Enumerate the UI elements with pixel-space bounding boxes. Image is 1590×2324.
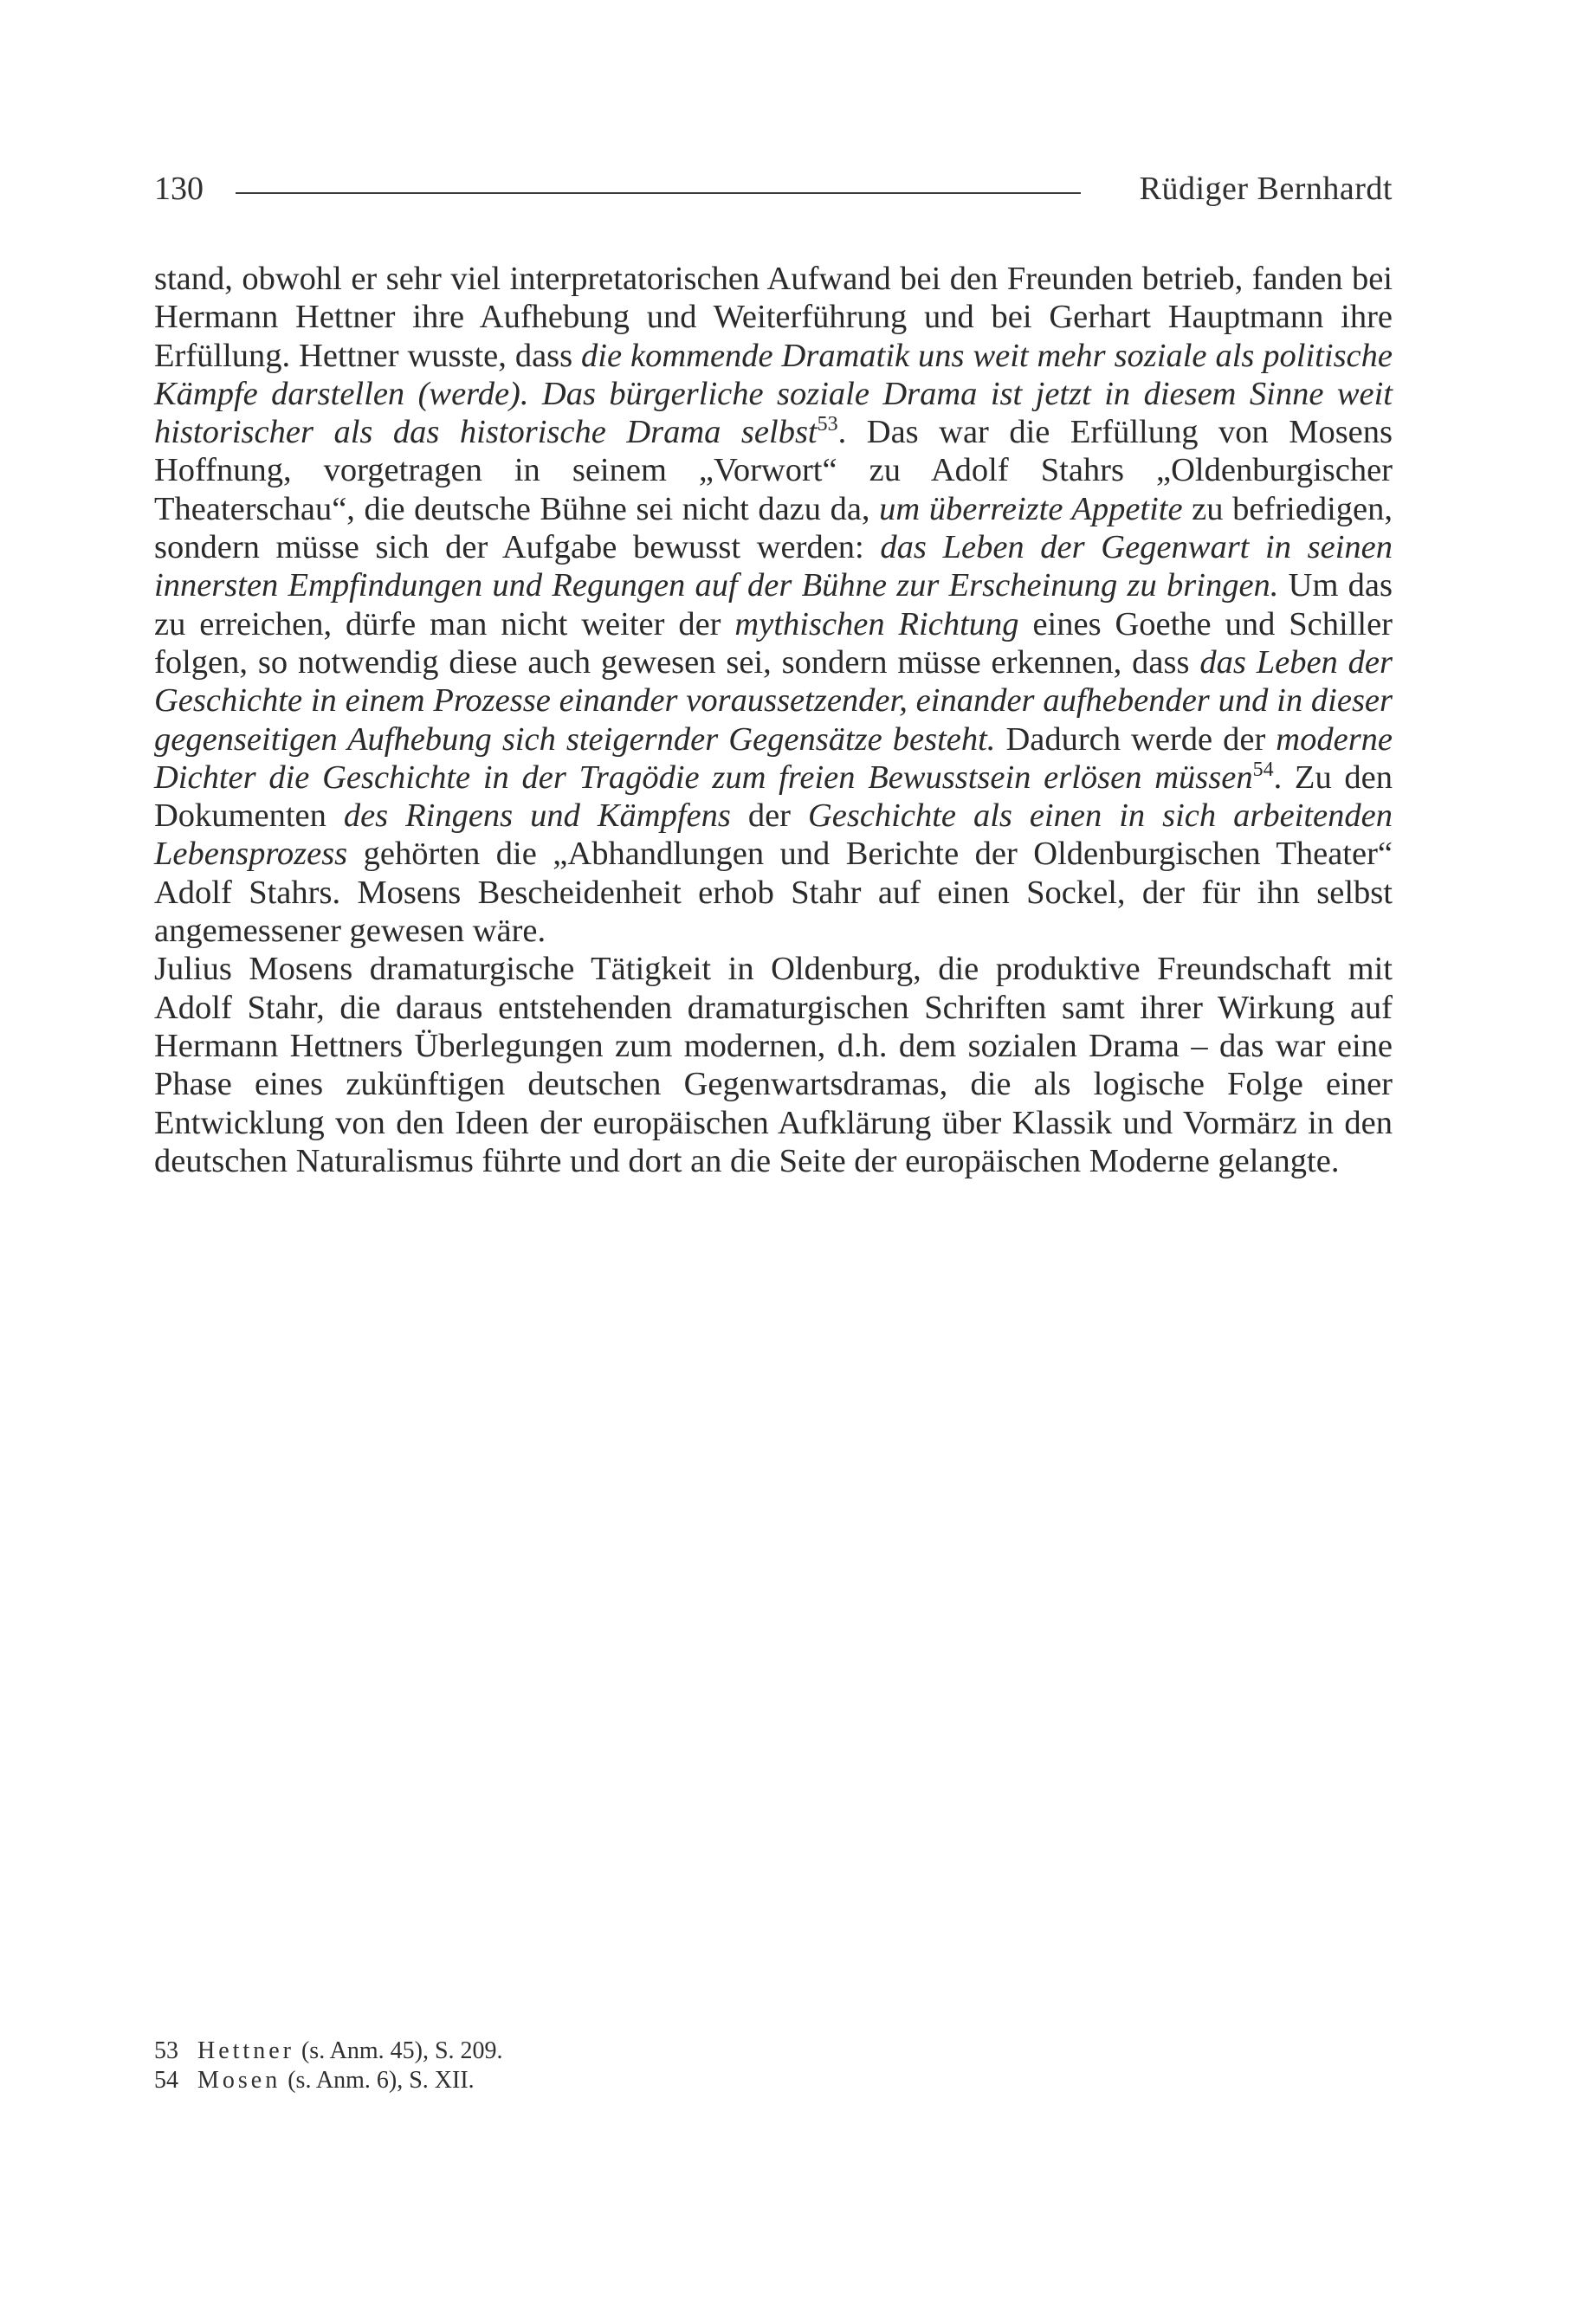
italic-quotation: die kommende Dramatik uns weit mehr soziale als politische Kämpfe darstellen (werde). Das bürgerliche soziale Drama ist jetzt in diesem Sinne weit historischer als das historische Drama selbst (154, 337, 1393, 451)
italic-quotation: des Ringens und Kämpfens (343, 797, 731, 835)
running-head (154, 161, 1393, 216)
italic-quotation: mythischen Richtung (734, 605, 1019, 642)
italic-quotation: moderne Dichter die Geschichte in der Tragödie zum freien Bewusstsein erlösen müssen (154, 720, 1393, 796)
text-run: stand, obwohl er sehr viel interpretatorischen Aufwand bei den Freunden betrieb, fanden bei Hermann Hettner ihre Aufhebung und Weiterführung und bei Gerhart Hauptmann ihre Erfüllung. Hettner wusste, dass (154, 261, 1393, 374)
footnote-number: 54 (154, 2067, 178, 2094)
footnote-number: 53 (154, 2037, 178, 2064)
text-run: zu befriedigen, sondern müsse sich der Aufgabe bewusst werden: (154, 490, 1393, 566)
text-run: gehörten die „Abhandlungen und Berichte der Oldenburgischen Theater“ Adolf Stahrs. Mosens Bescheidenheit erhob Stahr auf einen Sockel, der für ihn selbst angemessener gewesen wäre. (154, 836, 1393, 950)
text-run: eines Goethe und Schiller folgen, so notwendig diese auch gewesen sei, sondern müsse erkennen, dass (154, 605, 1393, 681)
text-run: Um das zu erreichen, dürfe man nicht weiter der (154, 567, 1393, 642)
footnote-author: Hettner (197, 2037, 294, 2064)
text-run: der (730, 797, 808, 835)
italic-quotation: Geschichte als einen in sich arbeitenden Lebensprozess (154, 797, 1393, 873)
italic-quotation: das Leben der Gegenwart in seinen innersten Empfindungen und Regungen auf der Bühne zur Erscheinung zu bringen. (154, 529, 1393, 604)
text-run: . Das war die Erfüllung von Mosens Hoffnung, vorgetragen in seinem „Vorwort“ zu Adolf Stahrs „Oldenburgischer Theaterschau“, die deutsche Bühne sei nicht dazu da, (154, 414, 1393, 527)
text-run: . Zu den Dokumenten (154, 759, 1393, 835)
body-text (154, 260, 1393, 1180)
page-number: 130 (154, 171, 204, 207)
italic-quotation: um überreizte Appetite (879, 490, 1183, 527)
footnote-reference-marker: 54 (1252, 758, 1274, 781)
footnote (154, 2066, 1393, 2095)
text-run: Dadurch werde der (995, 720, 1277, 758)
footnote-reference-marker: 53 (817, 413, 838, 436)
footnotes (154, 2037, 1393, 2095)
footnote-author: Mosen (197, 2067, 281, 2094)
running-head-author: Rüdiger Bernhardt (1139, 171, 1393, 207)
footnote-reference: (s. Anm. 6), S. XII. (288, 2067, 475, 2094)
body-paragraph (154, 260, 1393, 950)
footnote-reference: (s. Anm. 45), S. 209. (301, 2037, 503, 2064)
body-paragraph: Julius Mosens dramaturgische Tätigkeit in Oldenburg, die produktive Freundschaft mit Adolf Stahr, die daraus entstehenden dramaturgischen Schriften samt ihrer Wirkung auf Hermann Hettners Überlegungen zum modernen, d.h. dem sozialen Drama – das war eine Phase eines zukünftigen deutschen Gegenwartsdramas, die als logische Folge einer Entwicklung von den Ideen der europäischen Aufklärung über Klassik und Vormärz in den deutschen Naturalismus führte und dort an die Seite der europäischen Moderne gelangte. (154, 951, 1393, 1179)
header-rule (236, 192, 1081, 194)
footnote (154, 2037, 1393, 2066)
italic-quotation: das Leben der Geschichte in einem Prozesse einander voraussetzender, einander aufhebender und in dieser gegenseitigen Aufhebung sich steigernder Gegensätze besteht. (154, 643, 1393, 758)
